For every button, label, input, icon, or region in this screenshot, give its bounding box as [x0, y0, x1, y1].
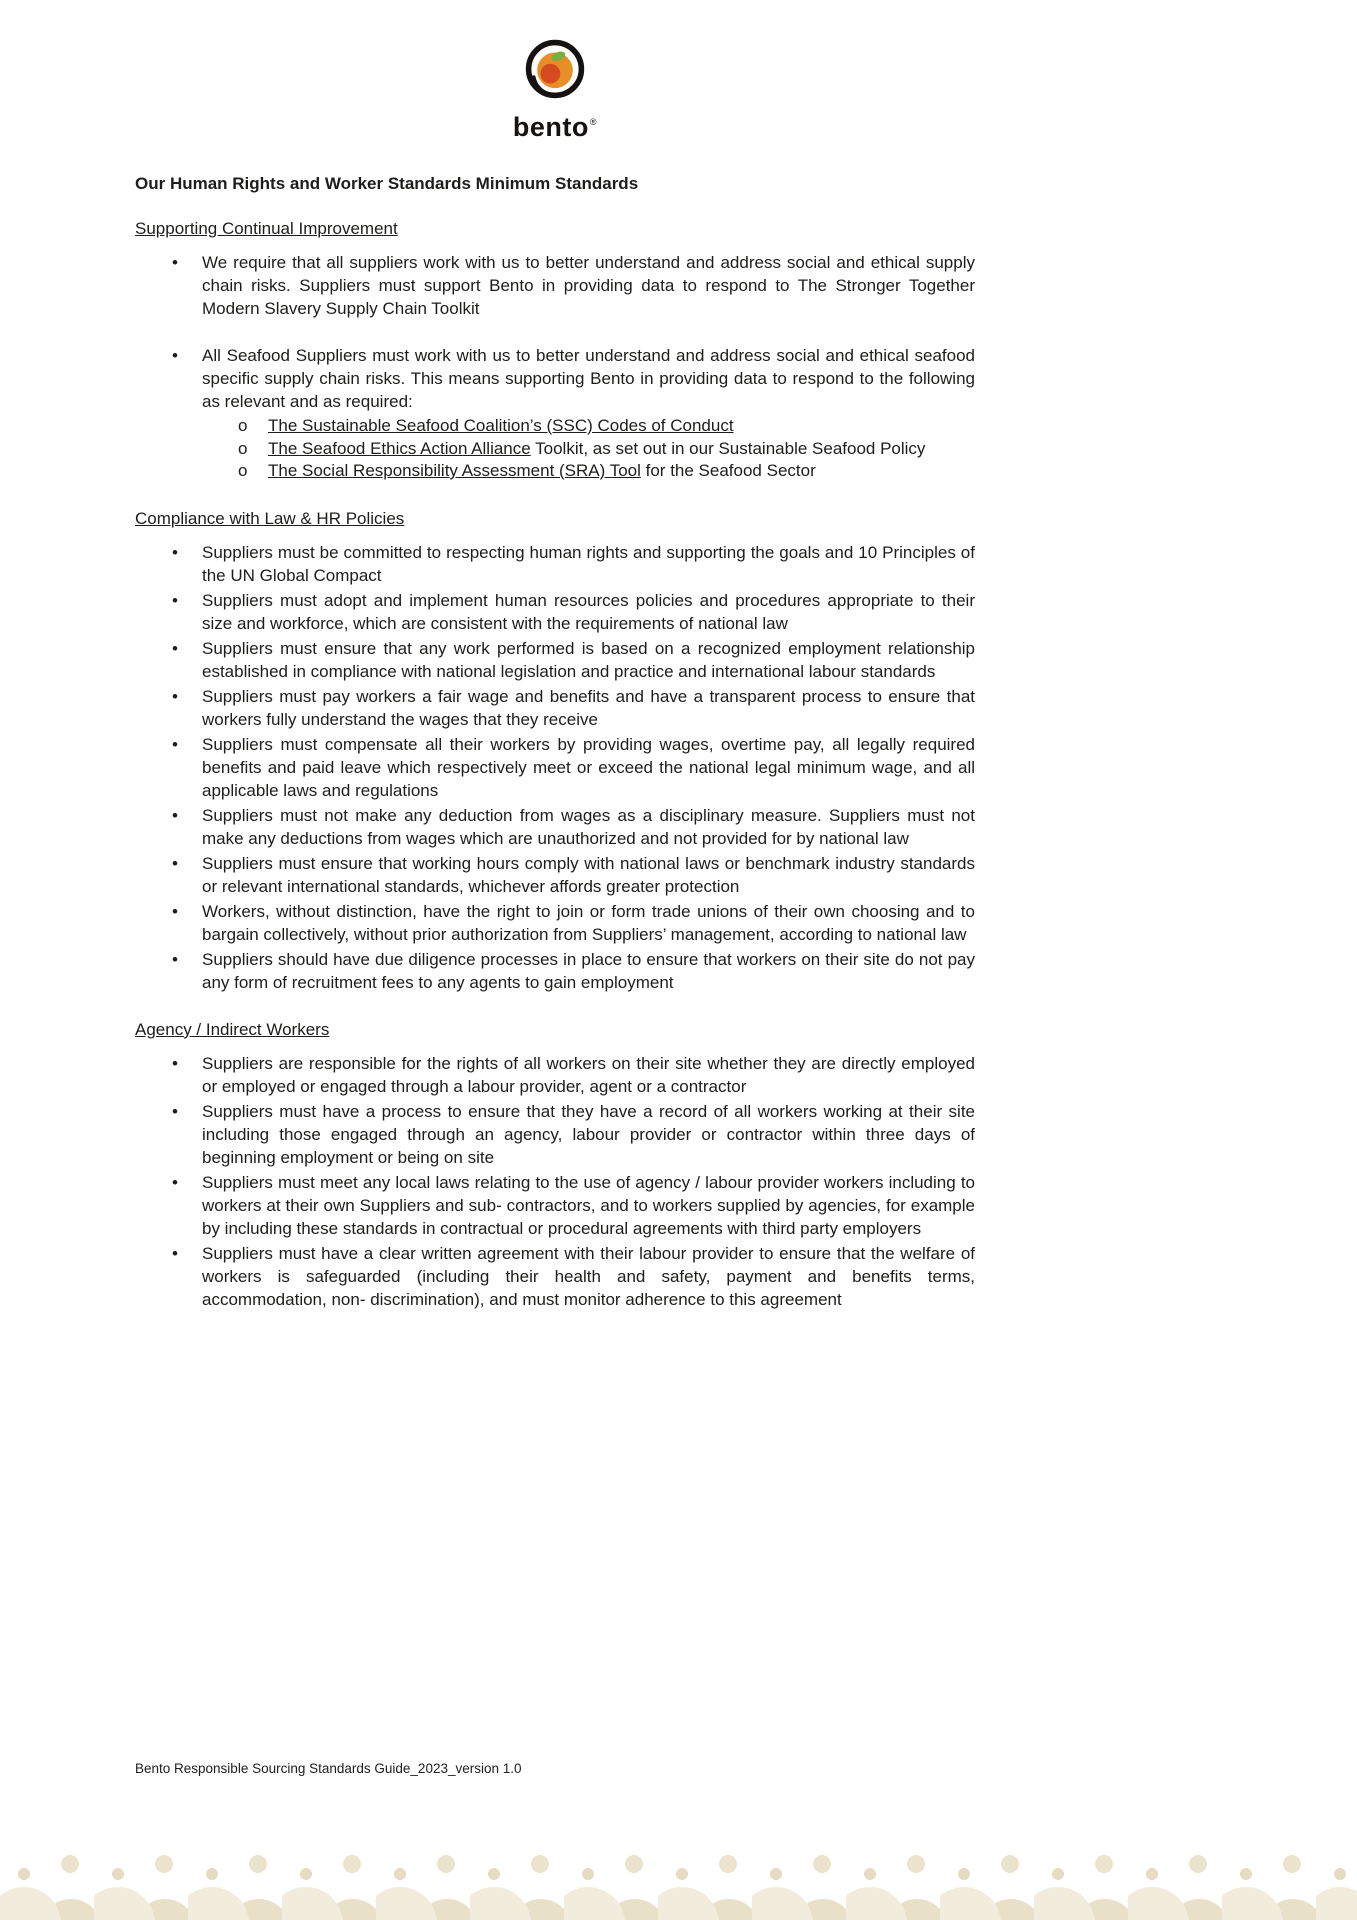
brand-text [135, 107, 975, 142]
bullet-marker: • [172, 346, 178, 365]
sub-bullet-list [135, 415, 975, 483]
bullet-marker: • [172, 734, 178, 754]
bullet-item [135, 637, 975, 683]
bullet-marker: • [172, 949, 178, 969]
bullet-item [135, 804, 975, 850]
bullet-item [135, 1171, 975, 1240]
bullet-item [135, 1242, 975, 1311]
bullet-item [135, 733, 975, 802]
bullet-text: Suppliers must have a process to ensure that they have a record of all workers working at their site including those engaged through an agency, labour provider or contractor within three days of beginning employment or being on site [202, 1101, 975, 1167]
bullet-marker: • [172, 853, 178, 873]
section-agency-indirect-workers [135, 1018, 975, 1311]
bullet-item [135, 1052, 975, 1098]
scalloped-border-decoration [0, 1848, 1357, 1920]
bullet-marker: • [172, 253, 178, 272]
bullet-list [135, 1052, 975, 1311]
sra-tool-link[interactable]: The Social Responsibility Assessment (SRA) Tool [268, 461, 641, 480]
bullet-text: Suppliers must compensate all their workers by providing wages, overtime pay, all legally required benefits and paid leave which respectively meet or exceed the national legal minimum wage, and all applicable laws and regulations [202, 734, 975, 800]
bullet-item [135, 541, 975, 587]
bullet-item [135, 344, 975, 413]
bullet-text: Suppliers must be committed to respecting human rights and supporting the goals and 10 Principles of the UN Global Compact [202, 542, 975, 585]
bullet-marker: • [172, 542, 178, 562]
bullet-text: We require that all suppliers work with us to better understand and address social and ethical supply chain risks. Suppliers must support Bento in providing data to respond to The Stronger Together Modern Slavery Supply Chain Toolkit [202, 253, 975, 318]
section-heading: Compliance with Law & HR Policies [135, 508, 405, 528]
bullet-text: Suppliers must ensure that any work performed is based on a recognized employment relationship established in compliance with national legislation and practice and international labour standards [202, 638, 975, 681]
bullet-item [135, 589, 975, 635]
bullet-text: Suppliers are responsible for the rights of all workers on their site whether they are directly employed or employed or engaged through a labour provider, agent or a contractor [202, 1053, 975, 1096]
bullet-item [135, 251, 975, 320]
bullet-text: Suppliers should have due diligence processes in place to ensure that workers on their site do not pay any form of recruitment fees to any agents to gain employment [202, 949, 975, 992]
document-title: Our Human Rights and Worker Standards Minimum Standards [135, 174, 639, 193]
bullet-text: Suppliers must not make any deduction from wages as a disciplinary measure. Suppliers must not make any deductions from wages which are unauthorized and not provided for by national law [202, 805, 975, 848]
bullet-marker: • [172, 590, 178, 610]
bullet-text: Suppliers must ensure that working hours comply with national laws or benchmark industry standards or relevant international standards, whichever affords greater protection [202, 853, 975, 896]
bullet-text: Suppliers must meet any local laws relating to the use of agency / labour provider workers including to workers at their own Suppliers and sub- contractors, and to workers supplied by agencies, for example by including these standards in contractual or procedural agreements with third party employers [202, 1172, 975, 1238]
sub-bullet-rest: for the Seafood Sector [640, 461, 816, 480]
bento-logo-icon [522, 36, 588, 102]
bullet-marker: • [172, 1243, 178, 1263]
bullet-text: All Seafood Suppliers must work with us to better understand and address social and ethical seafood specific supply chain risks. This means supporting Bento in providing data to respond to the following as relevant and as required: [202, 346, 975, 411]
bullet-item [135, 685, 975, 731]
bento-logo [135, 36, 975, 142]
sub-bullet-marker: o [238, 461, 248, 480]
bullet-text: Suppliers must pay workers a fair wage and benefits and have a transparent process to ensure that workers fully understand the wages that they receive [202, 686, 975, 729]
bullet-marker: • [172, 805, 178, 825]
bullet-marker: • [172, 901, 178, 921]
section-heading: Agency / Indirect Workers [135, 1019, 330, 1039]
ssc-codes-of-conduct-link[interactable]: The Sustainable Seafood Coalition’s (SSC) Codes of Conduct [268, 416, 734, 435]
bullet-text: Workers, without distinction, have the right to join or form trade unions of their own choosing and to bargain collectively, without prior authorization from Suppliers’ management, according to national law [202, 901, 975, 944]
document-content [135, 36, 975, 1335]
bullet-item [135, 1100, 975, 1169]
bullet-marker: • [172, 1172, 178, 1192]
sub-bullet-text [268, 438, 975, 461]
sub-bullet-item [135, 460, 975, 483]
sub-bullet-marker: o [238, 416, 248, 435]
bullet-text: Suppliers must adopt and implement human resources policies and procedures appropriate to their size and workforce, which are consistent with the requirements of national law [202, 590, 975, 633]
bullet-item [135, 948, 975, 994]
bullet-marker: • [172, 1101, 178, 1121]
section-supporting-continual-improvement [135, 217, 975, 483]
bullet-item [135, 900, 975, 946]
sub-bullet-text [268, 415, 975, 438]
trademark-symbol: ® [589, 117, 598, 127]
brand-wordmark: bento [512, 112, 589, 142]
sub-bullet-marker: o [238, 438, 248, 458]
bullet-marker: • [172, 686, 178, 706]
bullet-text: Suppliers must have a clear written agreement with their labour provider to ensure that the welfare of workers is safeguarded (including their health and safety, payment and benefits terms, accommodation, non- discrimination), and must monitor adherence to this agreement [202, 1243, 975, 1309]
sub-bullet-item [135, 415, 975, 438]
bullet-marker: • [172, 1053, 178, 1073]
sub-bullet-rest: Toolkit, as set out in our Sustainable Seafood Policy [530, 438, 926, 458]
section-heading: Supporting Continual Improvement [135, 219, 398, 238]
bullet-list [135, 251, 975, 483]
bullet-marker: • [172, 638, 178, 658]
section-compliance-with-law-hr-policies [135, 507, 975, 994]
seafood-ethics-action-alliance-link[interactable]: The Seafood Ethics Action Alliance [268, 438, 531, 458]
sub-bullet-item [135, 438, 975, 461]
sub-bullet-text [268, 460, 975, 483]
bullet-item [135, 852, 975, 898]
footer-text: Bento Responsible Sourcing Standards Guide_2023_version 1.0 [135, 1761, 522, 1776]
bullet-list [135, 541, 975, 994]
